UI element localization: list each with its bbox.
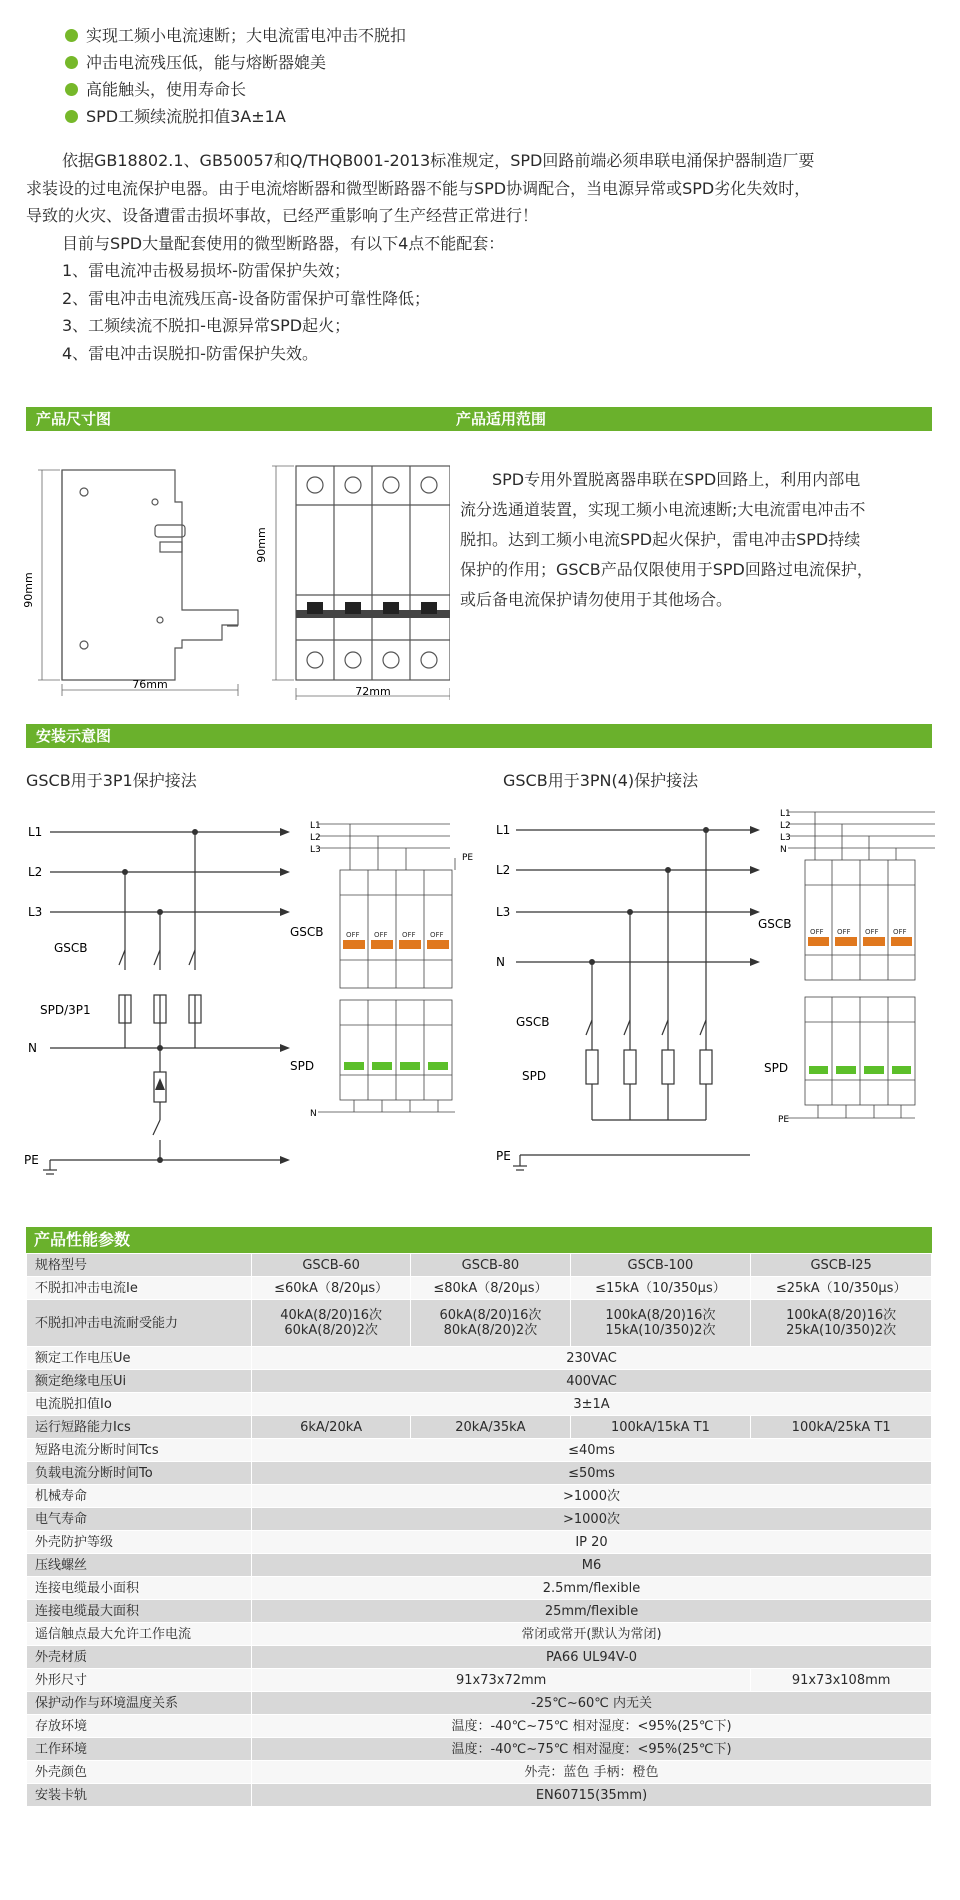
off-label: OFF — [865, 928, 879, 936]
table-row — [27, 1462, 932, 1485]
row-label: 额定工作电压Ue — [27, 1347, 252, 1370]
label-l3: L3 — [496, 905, 511, 919]
table-cell: IP 20 — [252, 1531, 932, 1554]
label-pe: PE — [778, 1115, 790, 1125]
front-view — [296, 466, 450, 680]
off-label: OFF — [402, 931, 416, 939]
label-l3: L3 — [310, 845, 321, 855]
label-gscb: GSCB — [54, 941, 88, 955]
table-cell: >1000次 — [252, 1485, 932, 1508]
label-spd: SPD — [290, 1059, 315, 1073]
table-cell: GSCB-80 — [411, 1254, 570, 1277]
issue-item: 1、雷电流冲击极易损坏-防雷保护失效； — [62, 261, 350, 280]
off-label: OFF — [810, 928, 824, 936]
table-cell: EN60715(35mm) — [252, 1784, 932, 1807]
table-row — [27, 1623, 932, 1646]
feature-item: SPD工频续流脱扣值3A±1A — [65, 103, 406, 130]
label-l2: L2 — [310, 833, 321, 843]
row-label: 机械寿命 — [27, 1485, 252, 1508]
height-label: 90mm — [22, 572, 35, 608]
label-l1: L1 — [496, 823, 511, 837]
label-n: N — [28, 1041, 37, 1055]
table-cell: M6 — [252, 1554, 932, 1577]
table-cell: 25mm/flexible — [252, 1600, 932, 1623]
row-label: 不脱扣冲击电流Ie — [27, 1277, 252, 1300]
row-label: 安装卡轨 — [27, 1784, 252, 1807]
row-label: 不脱扣冲击电流耐受能力 — [27, 1300, 252, 1347]
table-cell: 6kA/20kA — [252, 1416, 411, 1439]
label-n: N — [496, 955, 505, 969]
intro-paragraph: 依据GB18802.1、GB50057和Q/THQB001-2013标准规定，SPD回路前端必须串联电涌保护器制造厂要 求装设的过电流保护电器。由于电流熔断器和微型断路器不能与SPD协调配合，当电源异常或SPD劣化失效时， 导致的火灾、设备遭雷击损坏事故，已经严重影响了生产经营正常进行！ 目前与SPD大量配套使用的微型断路器，有以下4点不能配套： 1、雷电流冲击极易损坏-防雷保护失效； 2、雷电冲击电流残压高-设备防雷保护可靠性降低； 3、工频续流不脱扣-电源异常SPD起火； 4、雷电冲击误脱扣-防雷保护失效。 — [26, 147, 936, 367]
table-cell: GSCB-I25 — [751, 1254, 932, 1277]
off-label: OFF — [430, 931, 444, 939]
table-cell: 230VAC — [252, 1347, 932, 1370]
label-l2: L2 — [28, 865, 43, 879]
table-cell: 外壳：蓝色 手柄：橙色 — [252, 1761, 932, 1784]
section-title-install: 安装示意图 — [36, 727, 112, 745]
table-row — [27, 1692, 932, 1715]
table-row — [27, 1485, 932, 1508]
label-l2: L2 — [496, 863, 511, 877]
diagram-title-3pn: GSCB用于3PN(4)保护接法 — [503, 771, 699, 790]
row-label: 外形尺寸 — [27, 1669, 252, 1692]
row-label: 外壳防护等级 — [27, 1531, 252, 1554]
label-pe: PE — [496, 1149, 511, 1163]
table-cell: 温度：-40℃~75℃ 相对湿度：<95%(25℃下) — [252, 1738, 932, 1761]
table-row — [27, 1554, 932, 1577]
scope-description: SPD专用外置脱离器串联在SPD回路上，利用内部电 流分选通道装置，实现工频小电流速断;大电流雷电冲击不 脱扣。达到工频小电流SPD起火保护，雷电冲击SPD持续 保护的作用；GSCB产品仅限使用于SPD回路过电流保护， 或后备电流保护请勿使用于其他场合。 — [460, 470, 873, 609]
side-width-label: 76mm — [132, 678, 168, 691]
bullet-icon — [65, 110, 78, 123]
row-label: 连接电缆最大面积 — [27, 1600, 252, 1623]
table-row — [27, 1508, 932, 1531]
dimension-drawing — [0, 440, 450, 700]
table-row — [27, 1715, 932, 1738]
table-cell: -25℃~60℃ 内无关 — [252, 1692, 932, 1715]
row-label: 运行短路能力Ics — [27, 1416, 252, 1439]
table-cell: PA66 UL94V-0 — [252, 1646, 932, 1669]
wiring-diagram-3pn — [480, 800, 940, 1190]
label-n: N — [780, 845, 787, 855]
table-row — [27, 1738, 932, 1761]
label-l3: L3 — [28, 905, 43, 919]
feature-item: 高能触头，使用寿命长 — [65, 76, 406, 103]
section-bar-params — [26, 1227, 932, 1253]
off-label: OFF — [893, 928, 907, 936]
table-cell: ≤40ms — [252, 1439, 932, 1462]
table-cell: 常闭或常开(默认为常闭) — [252, 1623, 932, 1646]
table-row — [27, 1761, 932, 1784]
label-l1: L1 — [310, 821, 321, 831]
table-cell: 60kA(8/20)16次 80kA(8/20)2次 — [411, 1300, 570, 1347]
row-label: 电流脱扣值Io — [27, 1393, 252, 1416]
table-row — [27, 1669, 932, 1692]
row-label: 负载电流分断时间To — [27, 1462, 252, 1485]
table-row — [27, 1531, 932, 1554]
feature-item: 实现工频小电流速断；大电流雷电冲击不脱扣 — [65, 22, 406, 49]
table-cell: ≤15kA（10/350μs） — [570, 1277, 751, 1300]
section-bar-install — [26, 724, 932, 748]
table-cell: 温度：-40℃~75℃ 相对湿度：<95%(25℃下) — [252, 1715, 932, 1738]
table-header-row — [27, 1254, 932, 1277]
table-cell: 20kA/35kA — [411, 1416, 570, 1439]
bullet-icon — [65, 29, 78, 42]
table-row — [27, 1300, 932, 1347]
table-row — [27, 1577, 932, 1600]
table-row — [27, 1347, 932, 1370]
table-row — [27, 1393, 932, 1416]
section-title-scope: 产品适用范围 — [456, 410, 547, 428]
table-cell: ≤80kA（8/20μs） — [411, 1277, 570, 1300]
table-row — [27, 1784, 932, 1807]
table-cell: GSCB-100 — [570, 1254, 751, 1277]
label-gscb: GSCB — [290, 925, 324, 939]
label-spd: SPD — [522, 1069, 547, 1083]
bullet-icon — [65, 83, 78, 96]
row-label: 额定绝缘电压Ui — [27, 1370, 252, 1393]
table-row — [27, 1370, 932, 1393]
bullet-icon — [65, 56, 78, 69]
label-gscb: GSCB — [758, 917, 792, 931]
row-label: 存放环境 — [27, 1715, 252, 1738]
table-cell: 40kA(8/20)16次 60kA(8/20)2次 — [252, 1300, 411, 1347]
table-row — [27, 1439, 932, 1462]
off-label: OFF — [837, 928, 851, 936]
section-bar-dimensions — [26, 407, 932, 431]
row-label: 短路电流分断时间Tcs — [27, 1439, 252, 1462]
section-title-params: 产品性能参数 — [34, 1230, 131, 1249]
row-label: 规格型号 — [27, 1254, 252, 1277]
row-label: 外壳颜色 — [27, 1761, 252, 1784]
wiring-diagram-3p1 — [0, 800, 480, 1190]
side-view — [62, 470, 238, 680]
table-cell: >1000次 — [252, 1508, 932, 1531]
issue-item: 4、雷电冲击误脱扣-防雷保护失效。 — [62, 343, 318, 363]
label-gscb: GSCB — [516, 1015, 550, 1029]
spec-table — [26, 1253, 932, 1807]
label-pe: PE — [24, 1153, 39, 1167]
feature-item: 冲击电流残压低，能与熔断器媲美 — [65, 49, 406, 76]
table-row — [27, 1600, 932, 1623]
table-cell: 91x73x72mm — [252, 1669, 751, 1692]
label-l3: L3 — [780, 833, 791, 843]
label-l2: L2 — [780, 821, 791, 831]
row-label: 压线螺丝 — [27, 1554, 252, 1577]
table-cell: 100kA/25kA T1 — [751, 1416, 932, 1439]
table-row — [27, 1277, 932, 1300]
table-row — [27, 1646, 932, 1669]
row-label: 保护动作与环境温度关系 — [27, 1692, 252, 1715]
row-label: 连接电缆最小面积 — [27, 1577, 252, 1600]
table-cell: 91x73x108mm — [751, 1669, 932, 1692]
off-label: OFF — [374, 931, 388, 939]
label-l1: L1 — [780, 809, 791, 819]
height-label: 90mm — [255, 527, 268, 563]
off-label: OFF — [346, 931, 360, 939]
table-cell: 100kA(8/20)16次 15kA(10/350)2次 — [570, 1300, 751, 1347]
table-cell: 2.5mm/flexible — [252, 1577, 932, 1600]
row-label: 工作环境 — [27, 1738, 252, 1761]
feature-list — [65, 22, 406, 130]
label-n: N — [310, 1109, 317, 1119]
issue-item: 2、雷电冲击电流残压高-设备防雷保护可靠性降低； — [62, 288, 430, 308]
table-cell: 100kA(8/20)16次 25kA(10/350)2次 — [751, 1300, 932, 1347]
row-label: 外壳材质 — [27, 1646, 252, 1669]
label-spd: SPD — [764, 1061, 789, 1075]
table-cell: 3±1A — [252, 1393, 932, 1416]
table-cell: ≤25kA（10/350μs） — [751, 1277, 932, 1300]
table-cell: ≤60kA（8/20μs） — [252, 1277, 411, 1300]
label-l1: L1 — [28, 825, 43, 839]
label-spd3p1: SPD/3P1 — [40, 1003, 91, 1017]
table-cell: ≤50ms — [252, 1462, 932, 1485]
issue-item: 3、工频续流不脱扣-电源异常SPD起火； — [62, 316, 351, 335]
row-label: 电气寿命 — [27, 1508, 252, 1531]
row-label: 遥信触点最大允许工作电流 — [27, 1623, 252, 1646]
table-cell: 100kA/15kA T1 — [570, 1416, 751, 1439]
table-cell: GSCB-60 — [252, 1254, 411, 1277]
label-pe: PE — [462, 853, 474, 863]
table-cell: 400VAC — [252, 1370, 932, 1393]
front-width-label: 72mm — [355, 685, 391, 698]
diagram-title-3p1: GSCB用于3P1保护接法 — [26, 771, 197, 790]
table-row — [27, 1416, 932, 1439]
section-title-dimensions: 产品尺寸图 — [36, 410, 112, 428]
